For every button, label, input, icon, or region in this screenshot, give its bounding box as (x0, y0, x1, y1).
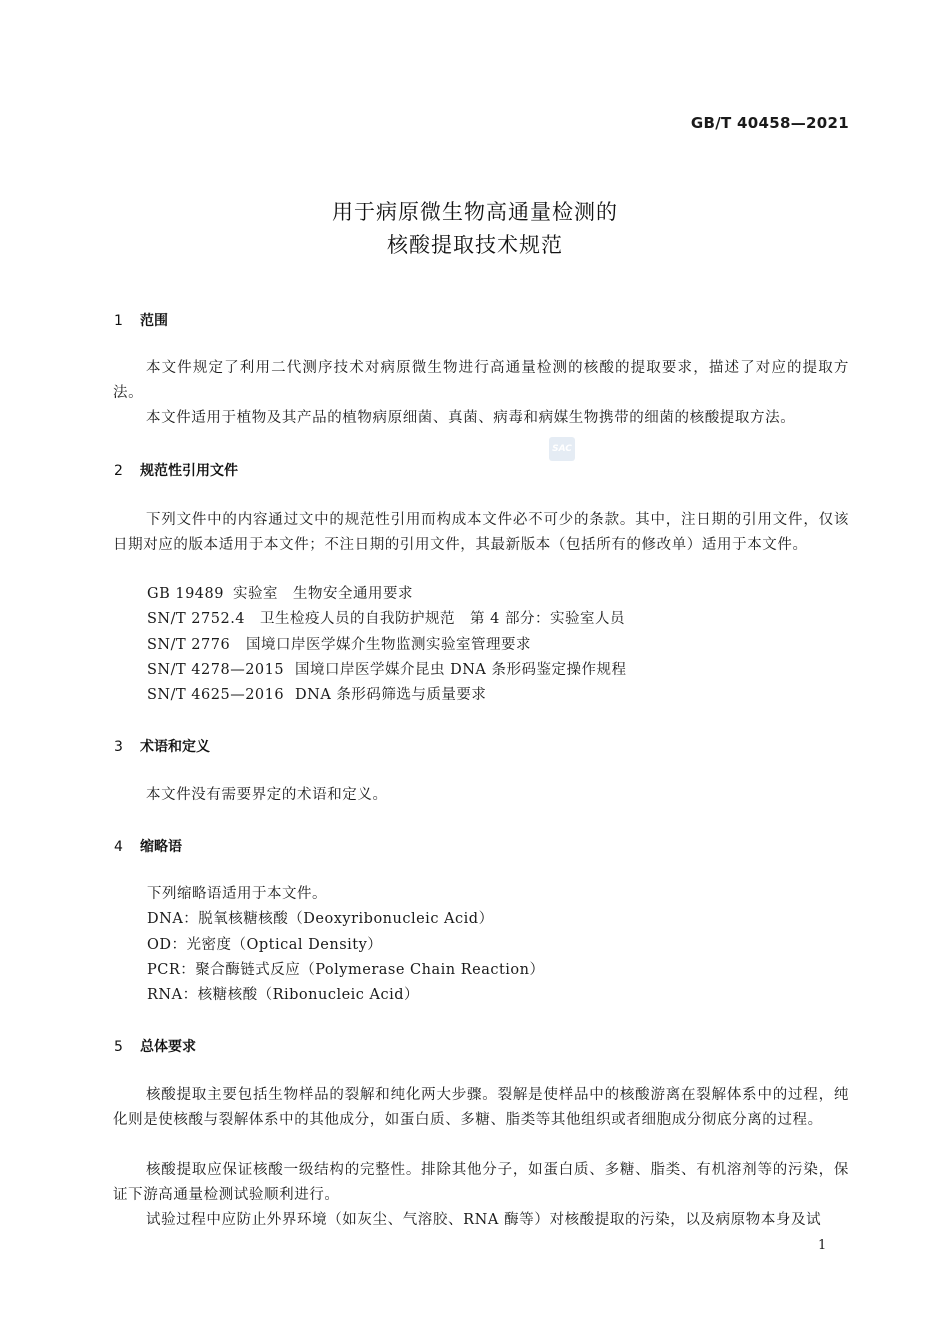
abbreviation-item: RNA：核糖核酸（Ribonucleic Acid） (147, 987, 420, 1004)
section-heading-abbreviations (114, 836, 182, 856)
reference-item (147, 683, 847, 708)
general-requirements-paragraph-3: 试验过程中应防止外界环境（如灰尘、气溶胶、RNA 酶等）对核酸提取的污染，以及病原物本身及试 (146, 1212, 822, 1228)
reference-title: 实验室 生物安全通用要求 (233, 586, 413, 602)
section-heading-normative-references (114, 460, 238, 480)
reference-code: SN/T 4625—2016 (147, 687, 285, 704)
scope-paragraph-2: 本文件适用于植物及其产品的植物病原细菌、真菌、病毒和病媒生物携带的细菌的核酸提取方法。 (146, 410, 796, 426)
standard-code: GB/T 40458—2021 (690, 114, 849, 132)
general-requirements-paragraph-1: 核酸提取主要包括生物样品的裂解和纯化两大步骤。裂解是使样品中的核酸游离在裂解体系中的过程，纯化则是使核酸与裂解体系中的其他成分，如蛋白质、多糖、脂类等其他组织或者细胞成分彻底分离的过程。 (113, 1087, 849, 1128)
reference-item (147, 633, 847, 658)
sac-watermark-logo: SAC (549, 437, 575, 461)
reference-item (147, 658, 847, 683)
reference-title: DNA 条形码筛选与质量要求 (295, 687, 487, 704)
reference-title: 国境口岸医学媒介昆虫 DNA 条形码鉴定操作规程 (295, 661, 627, 678)
section-title: 总体要求 (140, 1039, 196, 1055)
section-heading-general-requirements (114, 1036, 196, 1056)
abbreviation-item: OD：光密度（Optical Density） (147, 936, 383, 953)
reference-code: SN/T 2776 (147, 636, 231, 653)
section-number: 1 (114, 313, 123, 329)
section-number: 3 (114, 739, 123, 755)
section-number: 5 (114, 1039, 123, 1055)
section-title: 规范性引用文件 (140, 463, 238, 479)
document-title-line-1: 用于病原微生物高通量检测的 (332, 200, 618, 224)
section-number: 2 (114, 463, 123, 479)
abbreviation-list (147, 882, 847, 1008)
reference-code: GB 19489 (147, 586, 224, 602)
reference-title: 国境口岸医学媒介生物监测实验室管理要求 (246, 636, 531, 653)
reference-title: 卫生检疫人员的自我防护规范 第 4 部分：实验室人员 (260, 611, 625, 628)
reference-list (147, 582, 847, 708)
terms-paragraph: 本文件没有需要界定的术语和定义。 (146, 787, 388, 803)
abbreviation-intro: 下列缩略语适用于本文件。 (147, 886, 327, 902)
section-heading-terms (114, 736, 210, 756)
section-title: 术语和定义 (140, 739, 210, 755)
references-intro-paragraph: 下列文件中的内容通过文中的规范性引用而构成本文件必不可少的条款。其中，注日期的引用文件，仅该日期对应的版本适用于本文件；不注日期的引用文件，其最新版本（包括所有的修改单）适用于本文件。 (113, 512, 849, 553)
reference-item (147, 607, 847, 632)
document-title (0, 196, 950, 262)
section-title: 缩略语 (140, 839, 182, 855)
reference-item (147, 582, 847, 607)
section-number: 4 (114, 839, 123, 855)
reference-code: SN/T 2752.4 (147, 611, 246, 628)
abbreviation-item: DNA：脱氧核糖核酸（Deoxyribonucleic Acid） (147, 911, 494, 928)
scope-paragraph-1: 本文件规定了利用二代测序技术对病原微生物进行高通量检测的核酸的提取要求，描述了对应的提取方法。 (113, 360, 849, 401)
reference-code: SN/T 4278—2015 (147, 661, 285, 678)
section-heading-scope (114, 310, 168, 330)
page-number: 1 (818, 1238, 827, 1253)
abbreviation-item: PCR：聚合酶链式反应（Polymerase Chain Reaction） (147, 961, 545, 978)
general-requirements-paragraph-2: 核酸提取应保证核酸一级结构的完整性。排除其他分子，如蛋白质、多糖、脂类、有机溶剂等的污染，保证下游高通量检测试验顺利进行。 (113, 1162, 849, 1203)
section-title: 范围 (140, 313, 168, 329)
document-title-line-2: 核酸提取技术规范 (387, 233, 563, 257)
